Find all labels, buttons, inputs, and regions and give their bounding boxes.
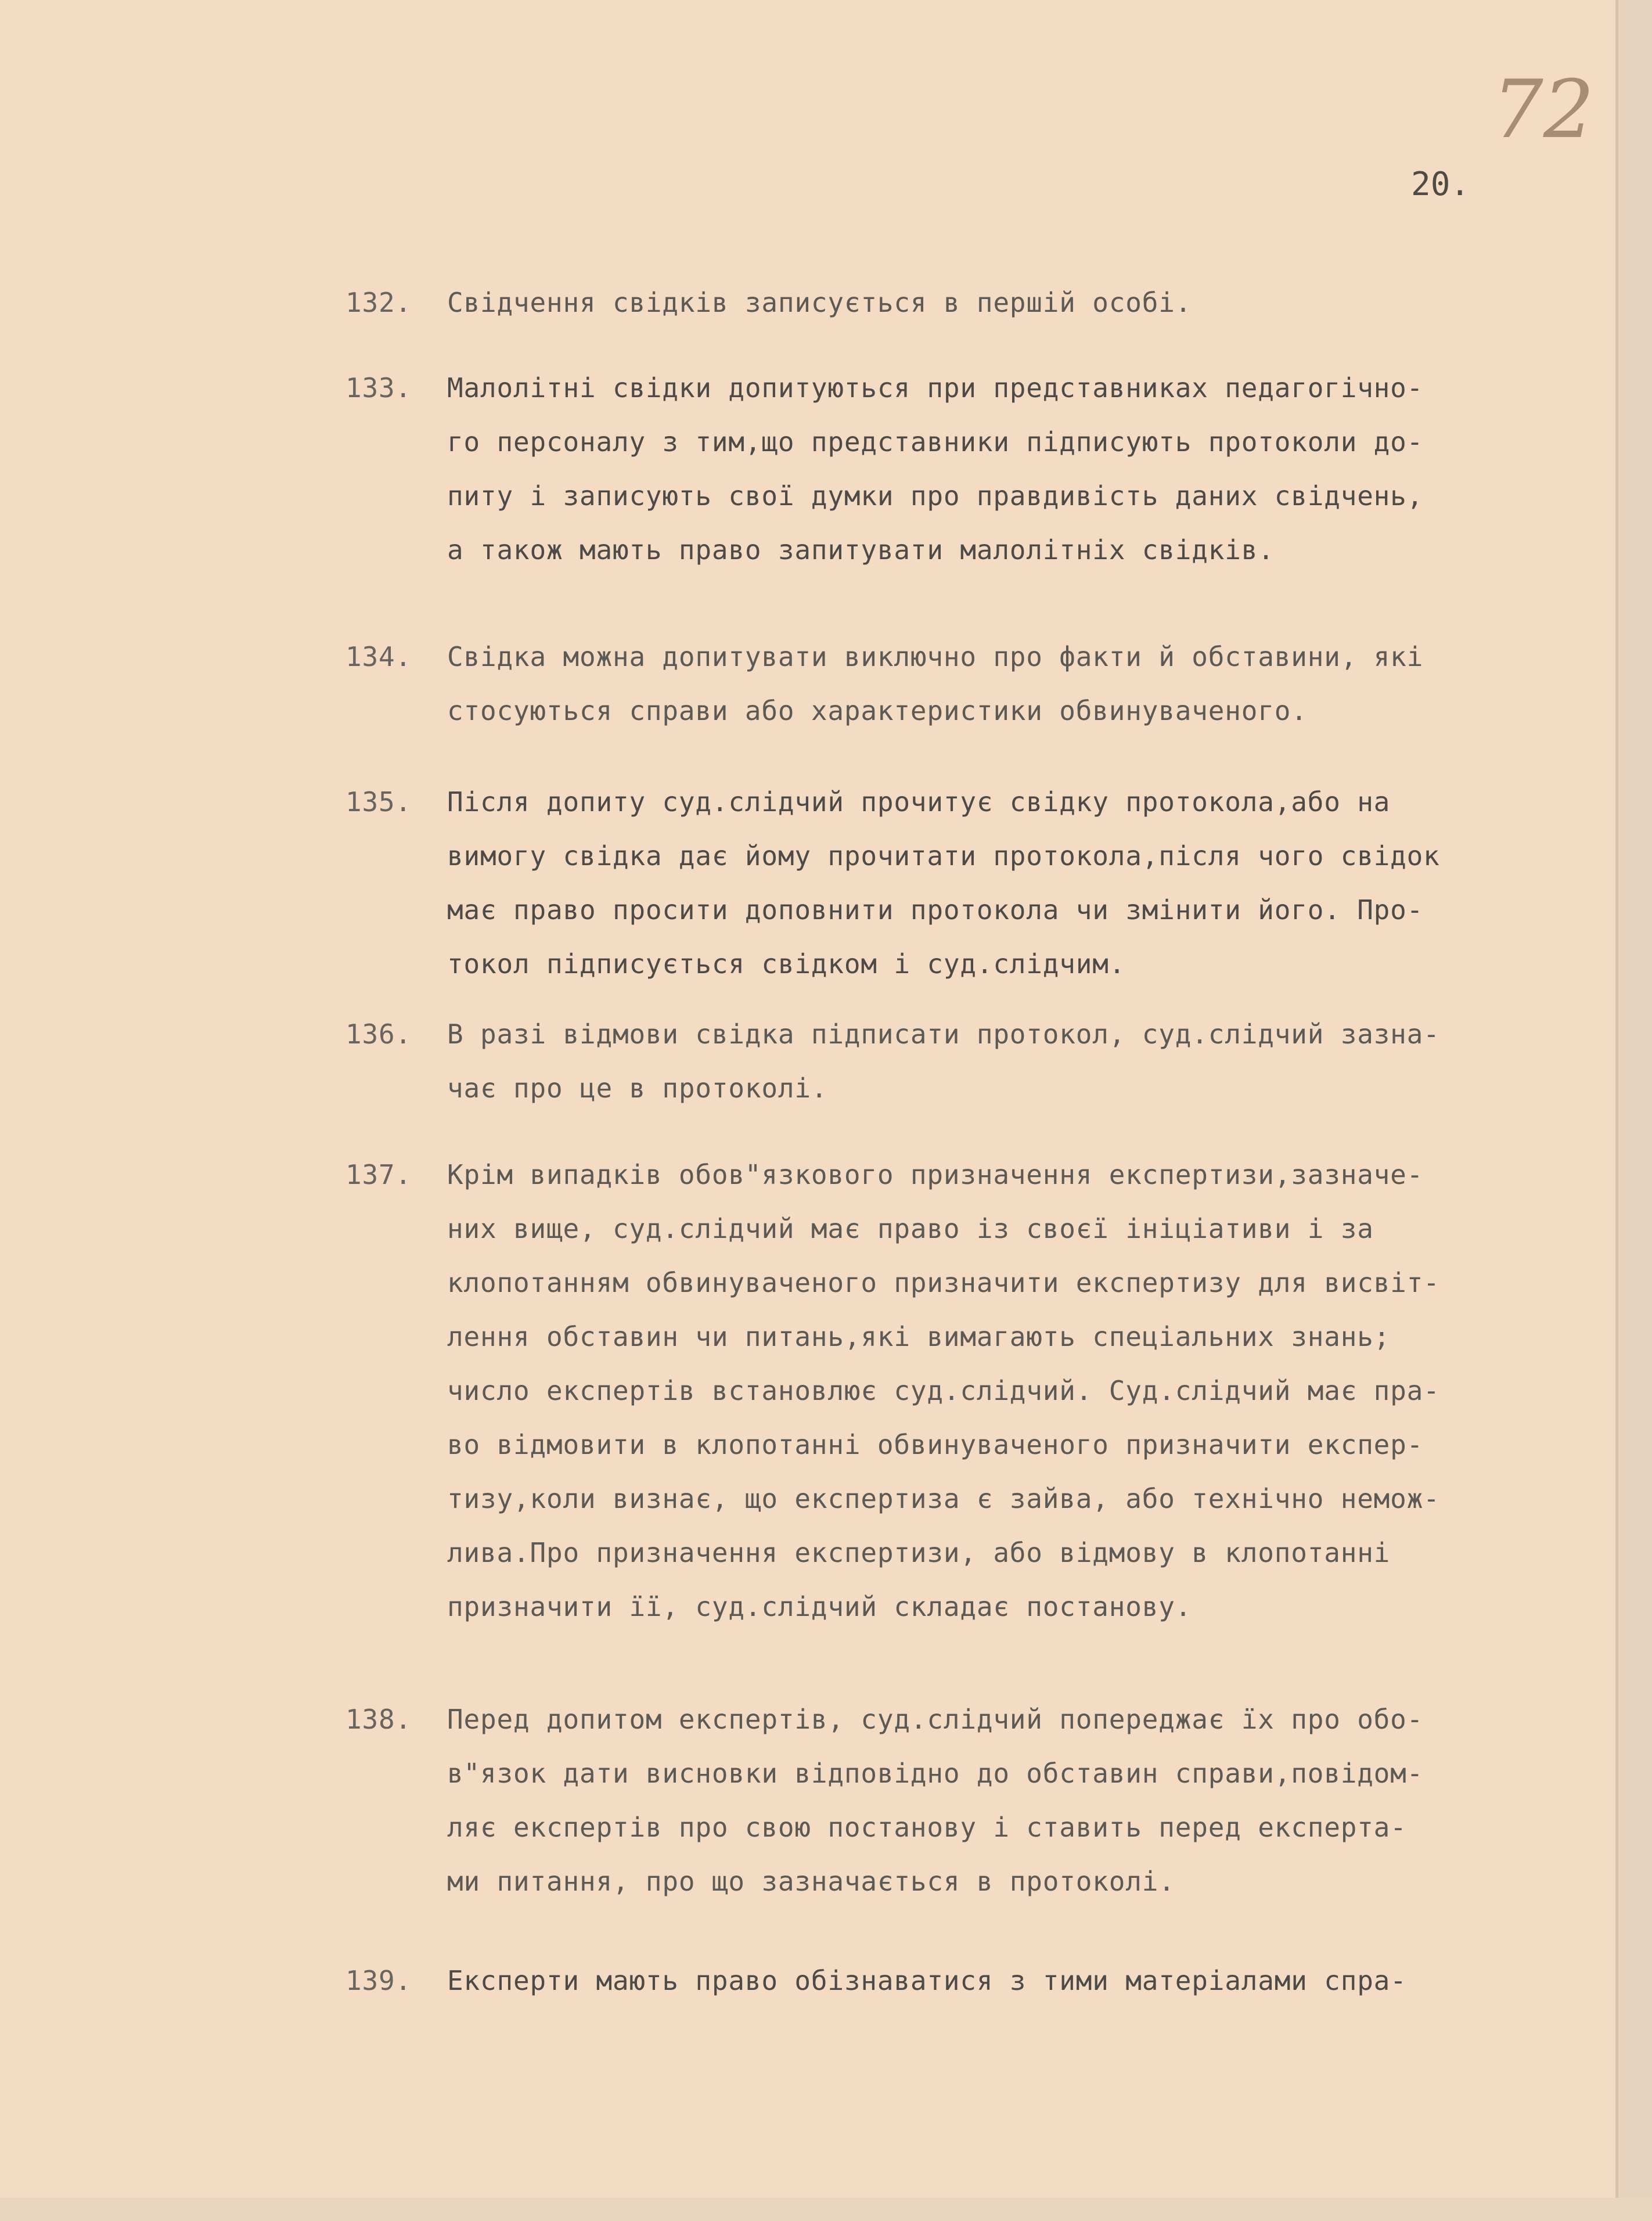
paragraph-line: питу і записують свої думки про правдивість даних свідчень, bbox=[447, 480, 1424, 512]
paragraph-line: клопотанням обвинуваченого призначити експертизу для висвіт- bbox=[447, 1267, 1440, 1298]
paragraph-line: число експертів встановлює суд.слідчий. Суд.слідчий має пра- bbox=[447, 1375, 1440, 1406]
paragraph-line: во відмовити в клопотанні обвинуваченого призначити експер- bbox=[447, 1429, 1424, 1460]
paragraph-line: Після допиту суд.слідчий прочитує свідку протокола,або на bbox=[447, 786, 1391, 818]
paragraph-number: 136. bbox=[345, 1018, 412, 1050]
paragraph-139 bbox=[345, 1954, 1620, 2008]
scan-frame-bottom bbox=[0, 2198, 1652, 2221]
paragraph-line: них вище, суд.слідчий має право із своєї ініціативи і за bbox=[447, 1213, 1374, 1244]
paragraph-line: стосуються справи або характеристики обвинуваченого. bbox=[447, 695, 1308, 726]
paragraph-line: Малолітні свідки допитуються при представниках педагогічно- bbox=[447, 372, 1424, 404]
paragraph-line: лення обставин чи питань,які вимагають спеціальних знань; bbox=[447, 1321, 1391, 1352]
archive-folio-number: 72 bbox=[1492, 63, 1595, 156]
paragraph-number: 134. bbox=[345, 641, 412, 672]
paragraph-line: вимогу свідка дає йому прочитати протокола,після чого свідок bbox=[447, 840, 1440, 872]
paragraph-line: Перед допитом експертів, суд.слідчий попереджає їх про обо- bbox=[447, 1704, 1424, 1735]
paragraph-132 bbox=[345, 276, 1620, 330]
paragraph-line: а також мають право запитувати малолітніх свідків. bbox=[447, 534, 1275, 566]
paragraph-line: го персоналу з тим,що представники підписують протоколи до- bbox=[447, 426, 1424, 458]
paragraph-134 bbox=[345, 630, 1620, 738]
paragraph-line: ми питання, про що зазначається в протоколі. bbox=[447, 1866, 1175, 1897]
paragraph-number: 133. bbox=[345, 372, 412, 404]
paragraph-135 bbox=[345, 775, 1620, 991]
paragraph-line: чає про це в протоколі. bbox=[447, 1072, 828, 1104]
paragraph-138 bbox=[345, 1693, 1620, 1909]
paragraph-line: призначити її, суд.слідчий складає постанову. bbox=[447, 1591, 1192, 1622]
paragraph-number: 137. bbox=[345, 1159, 412, 1190]
paragraph-136 bbox=[345, 1007, 1620, 1115]
paragraph-number: 135. bbox=[345, 786, 412, 818]
paragraph-line: В разі відмови свідка підписати протокол, суд.слідчий зазна- bbox=[447, 1018, 1440, 1050]
paragraph-line: Свідчення свідків записується в першій особі. bbox=[447, 287, 1192, 318]
paragraph-line: лива.Про призначення експертизи, або відмову в клопотанні bbox=[447, 1537, 1391, 1568]
paragraph-133 bbox=[345, 361, 1620, 577]
paragraph-line: тизу,коли визнає, що експертиза є зайва, або технічно немож- bbox=[447, 1483, 1440, 1514]
paragraph-line: Крім випадків обов"язкового призначення експертизи,зазначе- bbox=[447, 1159, 1424, 1190]
paragraph-line: в"язок дати висновки відповідно до обставин справи,повідом- bbox=[447, 1758, 1424, 1789]
paragraph-number: 139. bbox=[345, 1965, 412, 1996]
scan-frame-right bbox=[1615, 0, 1652, 2221]
paragraph-line: токол підписується свідком і суд.слідчим. bbox=[447, 948, 1126, 980]
paragraph-number: 132. bbox=[345, 287, 412, 318]
paragraph-line: має право просити доповнити протокола чи змінити його. Про- bbox=[447, 894, 1424, 926]
paragraph-line: Експерти мають право обізнаватися з тими матеріалами спра- bbox=[447, 1965, 1407, 1996]
paragraph-line: Свідка можна допитувати виключно про факти й обставини, які bbox=[447, 641, 1424, 672]
paragraph-line: ляє експертів про свою постанову і ставить перед експерта- bbox=[447, 1812, 1407, 1843]
page-number: 20. bbox=[1411, 165, 1470, 203]
paragraph-137 bbox=[345, 1148, 1620, 1634]
paragraph-number: 138. bbox=[345, 1704, 412, 1735]
